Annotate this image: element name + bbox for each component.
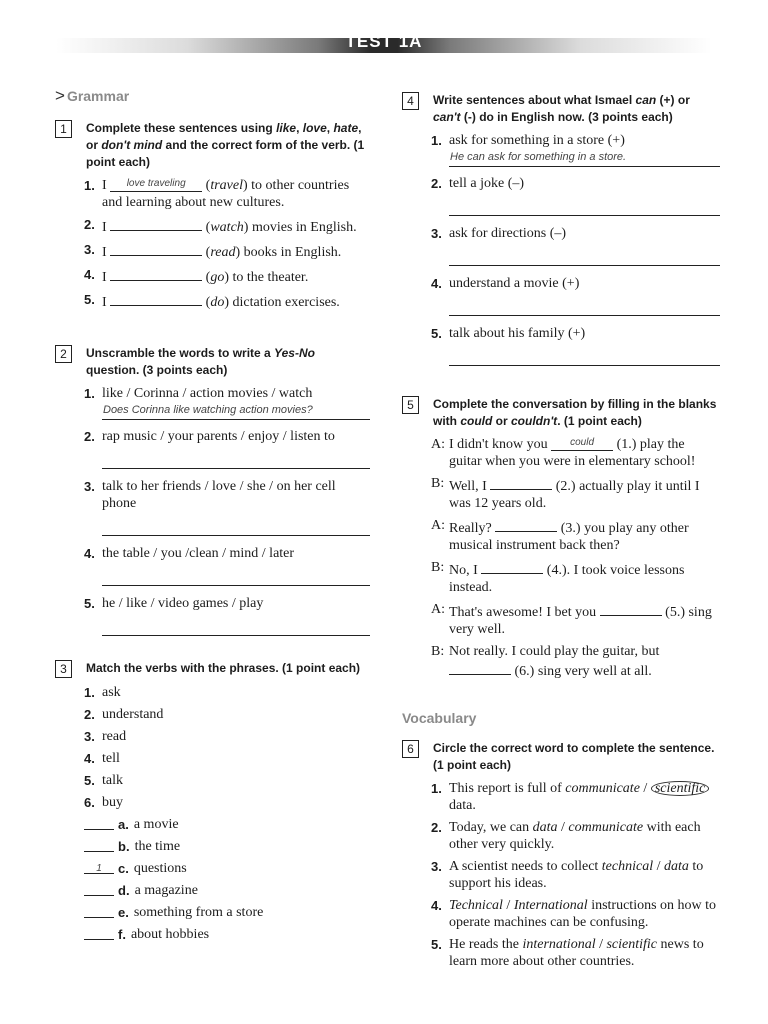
answer-blank[interactable] <box>84 838 114 852</box>
list-item: 5. He reads the international / scientific news to learn more about other countries. <box>431 937 704 969</box>
answer-line[interactable] <box>449 248 720 266</box>
answer-blank[interactable]: 1 <box>84 860 114 874</box>
list-item: 1. I $^{love traveling}$ (travel) to other countries and learning about new cultures. <box>84 178 350 210</box>
title-banner <box>56 32 712 53</box>
list-item: 3. A scientist needs to collect technical / data to support his ideas. <box>431 859 704 891</box>
answer-blank[interactable] <box>110 291 202 306</box>
answer-blank[interactable] <box>110 266 202 281</box>
test-title: TEST 1A <box>345 32 423 51</box>
exercise-instructions: Write sentences about what Ismael can (+) or can't (-) do in English now. (3 points each) <box>433 93 690 124</box>
list-item: 2. Today, we can data / communicate with each other very quickly. <box>431 820 701 852</box>
list-item: 4. I (go) to the theater. <box>84 267 309 285</box>
conversation-line: A: I didn't know you $^{could}$ (1.) play the guitar when you were in elementary school! <box>431 437 696 469</box>
answer-blank[interactable] <box>449 660 511 675</box>
answer-line[interactable] <box>102 618 370 636</box>
answer-blank[interactable] <box>490 475 552 490</box>
word-option[interactable]: International <box>513 898 588 913</box>
exercise-4 <box>402 92 720 366</box>
answer-line[interactable]: Does Corinna like watching action movies? <box>102 402 370 420</box>
list-item: 4. the table / you /clean / mind / later <box>84 545 370 586</box>
answer-blank[interactable] <box>84 926 114 940</box>
word-option[interactable]: scientific <box>606 937 658 952</box>
exercise-3 <box>55 660 370 943</box>
answer-blank[interactable] <box>495 517 557 532</box>
list-item: 6. buy <box>84 795 123 810</box>
answer-line[interactable] <box>449 198 720 216</box>
list-item: 4. understand a movie (+) <box>431 275 720 316</box>
exercise-1 <box>55 120 370 311</box>
grammar-heading <box>55 86 370 106</box>
exercise-5 <box>402 396 720 680</box>
list-item: 4. Technical / International instructions on how to operate machines can be confusing. <box>431 898 717 930</box>
word-option[interactable]: technical <box>601 859 654 874</box>
list-item: 3. I (read) books in English. <box>84 242 342 260</box>
answer-line[interactable] <box>449 298 720 316</box>
answer-line[interactable] <box>102 451 370 469</box>
answer-blank[interactable] <box>481 559 543 574</box>
left-column <box>55 86 370 965</box>
word-option[interactable]: communicate <box>568 820 644 835</box>
answer-blank[interactable] <box>84 882 114 896</box>
list-item: 5. talk <box>84 773 123 788</box>
conversation-line: B: No, I (4.). I took voice lessons instead. <box>431 560 685 595</box>
match-row: 1 c. questions <box>84 860 370 877</box>
answer-blank[interactable] <box>84 904 114 918</box>
word-option[interactable]: international <box>522 937 596 952</box>
exercise-instructions: Match the verbs with the phrases. (1 point each) <box>86 661 361 675</box>
list-item: 5. I (do) dictation exercises. <box>84 292 340 310</box>
exercise-number-box: 5 <box>402 396 419 414</box>
exercise-number-box: 1 <box>55 120 72 138</box>
grammar-heading-label: Grammar <box>66 88 130 104</box>
word-option[interactable]: Technical <box>449 898 503 913</box>
list-item: 1. like / Corinna / action movies / watch Does Corinna like watching action movies? <box>84 385 370 420</box>
vocabulary-heading: Vocabulary <box>402 710 477 726</box>
exercise-number-box: 3 <box>55 660 72 678</box>
conversation-line: A: Really? (3.) you play any other musical instrument back then? <box>431 518 689 553</box>
conversation-line: A: That's awesome! I bet you (5.) sing very well. <box>431 602 712 637</box>
answer-blank[interactable] <box>110 241 202 256</box>
match-row: b. the time <box>84 838 370 855</box>
list-item: 2. tell a joke (–) <box>431 175 720 216</box>
answer-blank[interactable] <box>600 601 662 616</box>
list-item: 1. ask for something in a store (+) He can ask for something in a store. <box>431 132 720 167</box>
list-item: 3. ask for directions (–) <box>431 225 720 266</box>
answer-blank[interactable]: love traveling <box>110 177 202 192</box>
chevron-right-icon: > <box>55 86 65 105</box>
answer-blank[interactable] <box>110 216 202 231</box>
match-row: f. about hobbies <box>84 926 370 943</box>
answer-line[interactable] <box>449 348 720 366</box>
word-option-circled[interactable]: scientific <box>651 781 710 796</box>
exercise-6 <box>402 740 720 970</box>
list-item: 5. he / like / video games / play <box>84 595 370 636</box>
exercise-instructions: Unscramble the words to write a Yes-No question. (3 points each) <box>86 346 315 377</box>
list-item: 4. tell <box>84 751 120 766</box>
answer-blank[interactable] <box>84 816 114 830</box>
answer-line[interactable]: He can ask for something in a store. <box>449 149 720 167</box>
exercise-number-box: 4 <box>402 92 419 110</box>
list-item: 3. talk to her friends / love / she / on her cell phone <box>84 478 370 536</box>
exercise-2 <box>55 345 370 636</box>
word-option[interactable]: communicate <box>565 781 640 796</box>
exercise-instructions: Complete these sentences using like, love, hate, or don't mind and the correct form of the verb. (1 point each) <box>86 121 365 169</box>
list-item: 2. I (watch) movies in English. <box>84 217 357 235</box>
conversation-line: B: Well, I (2.) actually play it until I was 12 years old. <box>431 476 700 511</box>
list-item: 1. This report is full of communicate / scientific data. <box>431 780 720 814</box>
conversation-line: B: Not really. I could play the guitar, but (6.) sing very well at all. <box>431 644 660 679</box>
answer-line[interactable] <box>102 518 370 536</box>
exercise-instructions: Circle the correct word to complete the sentence. (1 point each) <box>433 741 715 772</box>
answer-blank[interactable]: could <box>551 436 613 451</box>
word-option[interactable]: data <box>532 820 558 835</box>
word-option[interactable]: data <box>664 859 689 874</box>
list-item: 1. ask <box>84 685 121 700</box>
right-column <box>402 92 720 992</box>
exercise-number-box: 6 <box>402 740 419 758</box>
list-item: 2. understand <box>84 707 164 722</box>
exercise-instructions: Complete the conversation by filling in the blanks with could or couldn't. (1 point each) <box>433 397 717 428</box>
match-row: d. a magazine <box>84 882 370 899</box>
list-item: 2. rap music / your parents / enjoy / listen to <box>84 428 370 469</box>
match-row: e. something from a store <box>84 904 370 921</box>
exercise-number-box: 2 <box>55 345 72 363</box>
list-item: 3. read <box>84 729 127 744</box>
answer-line[interactable] <box>102 568 370 586</box>
match-row: a. a movie <box>84 816 370 833</box>
list-item: 5. talk about his family (+) <box>431 325 720 366</box>
